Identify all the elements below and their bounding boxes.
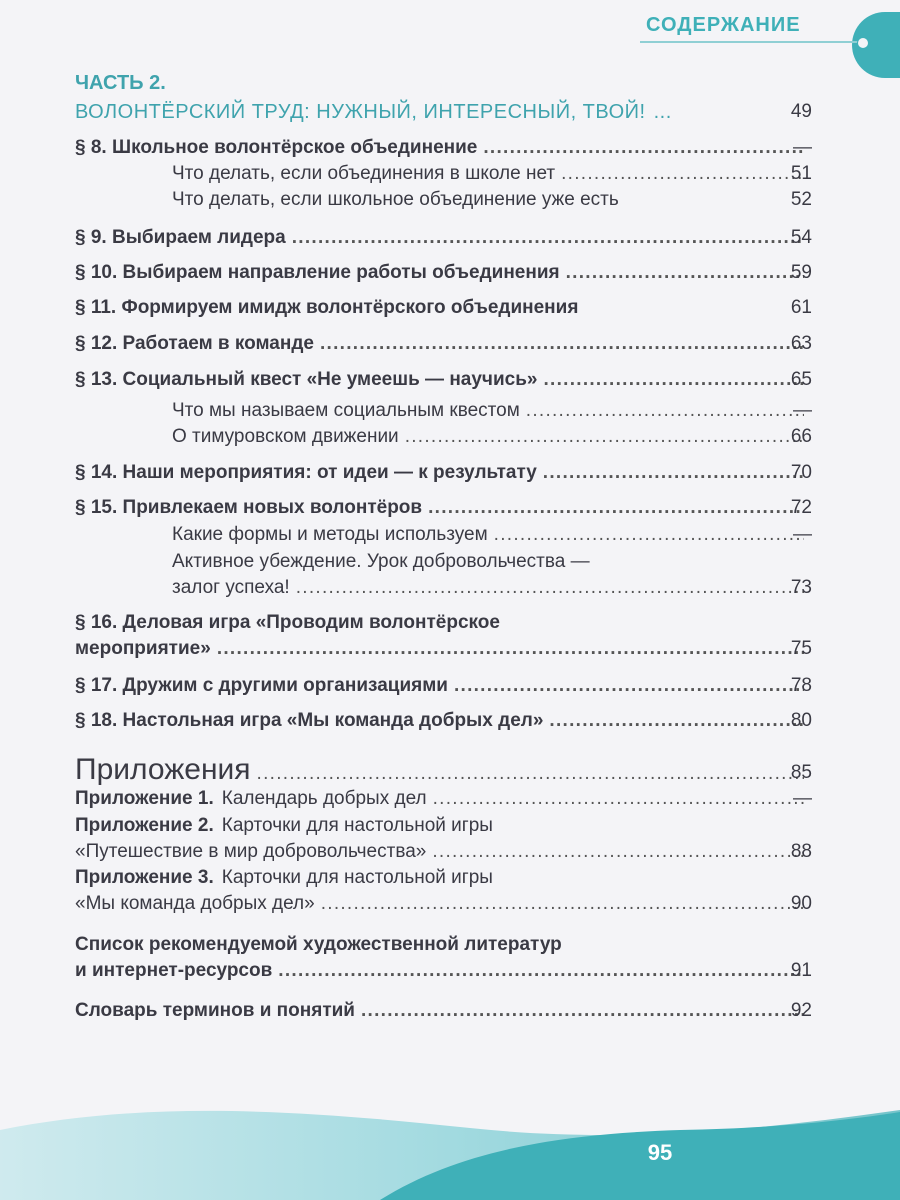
toc-entry-title: § 11. Формируем имидж волонтёрского объединения — [75, 297, 579, 318]
appendix-text: Карточки для настольной игры — [221, 815, 493, 836]
toc-entry-s8[interactable] — [75, 135, 810, 161]
toc-appendix-2[interactable] — [75, 813, 810, 839]
toc-entry-s13[interactable] — [75, 367, 810, 393]
toc-entry-title: § 18. Настольная игра «Мы команда добрых дел» — [75, 710, 544, 731]
page-number: 95 — [647, 1140, 673, 1165]
toc-entry-page: 66 — [790, 426, 812, 447]
toc-entry-title: О тимуровском движении — [172, 426, 399, 447]
toc-entry-title: Что делать, если школьное объединение уже есть — [172, 189, 619, 210]
glossary-title: Словарь терминов и понятий — [75, 1000, 355, 1021]
toc-glossary[interactable] — [75, 998, 810, 1024]
toc-entry-page: 59 — [790, 262, 812, 283]
toc-entry-page: 70 — [790, 462, 812, 483]
toc-appendix-1[interactable] — [75, 786, 810, 812]
leader-dots — [361, 998, 804, 1024]
appendix-item-page: 90 — [790, 893, 812, 914]
toc-entry-s17[interactable] — [75, 673, 810, 699]
literature-page: 91 — [790, 960, 812, 981]
toc-entry-title: Что делать, если объединения в школе нет — [172, 163, 556, 184]
toc-entry-s15[interactable] — [75, 495, 810, 521]
toc-entry-title: § 8. Школьное волонтёрское объединение — [75, 137, 478, 158]
toc-entry-title: Что мы называем социальным квестом — [172, 400, 520, 421]
toc-entry-page: — — [793, 137, 812, 158]
toc-entry-title: § 15. Привлекаем новых волонтёров — [75, 497, 423, 518]
leader-dots — [566, 260, 804, 286]
leader-dots — [543, 460, 804, 486]
toc-entry-page: 75 — [790, 638, 812, 659]
toc-entry-s15a[interactable] — [172, 522, 810, 548]
leader-dots — [428, 495, 804, 521]
leader-dots — [432, 839, 804, 865]
header-dot-icon — [857, 37, 869, 49]
appendix-text2: «Мы команда добрых дел» — [75, 893, 315, 914]
appendix-text: Карточки для настольной игры — [221, 867, 493, 888]
toc-entry-title: Какие формы и методы используем — [172, 524, 488, 545]
leader-dots — [278, 958, 804, 984]
appendix-item-page: — — [793, 788, 812, 809]
literature-title-2: и интернет-ресурсов — [75, 960, 273, 981]
toc-entry-page: — — [793, 524, 812, 545]
toc-entry-page: 52 — [790, 189, 812, 210]
toc-entry-s15b-line1[interactable] — [172, 549, 810, 575]
toc-entry-page: 61 — [790, 297, 812, 318]
leader-dots — [549, 708, 804, 734]
leader-dots — [405, 424, 804, 450]
toc-literature-line2[interactable] — [75, 958, 810, 984]
toc-entry-page: — — [793, 400, 812, 421]
toc-entry-page: 65 — [790, 369, 812, 390]
glossary-page: 92 — [790, 1000, 812, 1021]
literature-title: Список рекомендуемой художественной литератур — [75, 934, 562, 955]
leader-dots — [296, 575, 804, 601]
section-header-title: СОДЕРЖАНИЕ — [646, 14, 801, 36]
part-title: ВОЛОНТЁРСКИЙ ТРУД: НУЖНЫЙ, ИНТЕРЕСНЫЙ, ТВОЙ! — [75, 101, 646, 123]
toc-appendix-3[interactable] — [75, 865, 810, 891]
toc-entry-page: 80 — [790, 710, 812, 731]
appendix-title: Приложения — [75, 753, 251, 786]
leader-dots — [433, 786, 804, 812]
appendix-text2: «Путешествие в мир добровольчества» — [75, 841, 427, 862]
toc-entry-title: § 10. Выбираем направление работы объединения — [75, 262, 560, 283]
leader-dots — [543, 367, 804, 393]
toc-entry-s14[interactable] — [75, 460, 810, 486]
part-label: ЧАСТЬ 2. — [75, 72, 166, 94]
toc-part-title-row[interactable] — [75, 99, 810, 125]
appendix-text: Календарь добрых дел — [221, 788, 427, 809]
toc-entry-page: 72 — [790, 497, 812, 518]
toc-appendix-2-line2[interactable] — [75, 839, 810, 865]
leader-dots — [561, 161, 804, 187]
toc-entry-title: мероприятие» — [75, 638, 211, 659]
toc-entry-s10[interactable] — [75, 260, 810, 286]
toc-entry-s11[interactable] — [75, 295, 810, 321]
part-title-suffix: ... — [653, 101, 672, 123]
toc-entry-page: 54 — [790, 227, 812, 248]
toc-entry-page: 51 — [790, 163, 812, 184]
leader-dots — [526, 398, 804, 424]
toc-entry-title: Активное убеждение. Урок добровольчества — — [172, 551, 590, 572]
appendix-page: 85 — [790, 762, 812, 783]
toc-entry-page: 78 — [790, 675, 812, 696]
leader-dots — [454, 673, 804, 699]
header-rule — [640, 41, 862, 43]
toc-literature-line1[interactable] — [75, 932, 810, 958]
toc-entry-s12[interactable] — [75, 331, 810, 357]
appendix-label: Приложение 1. — [75, 788, 214, 809]
toc-entry-title: залог успеха! — [172, 577, 290, 598]
toc-entry-s15b-line2[interactable] — [172, 575, 810, 601]
leader-dots — [217, 636, 804, 662]
toc-entry-s9[interactable] — [75, 225, 810, 251]
toc-entry-s16-line2[interactable] — [75, 636, 810, 662]
toc-entry-s13b[interactable] — [172, 424, 810, 450]
toc-entry-s16-line1[interactable] — [75, 610, 810, 636]
toc-entry-s13a[interactable] — [172, 398, 810, 424]
toc-entry-title: § 16. Деловая игра «Проводим волонтёрское — [75, 612, 500, 633]
toc-entry-title: § 12. Работаем в команде — [75, 333, 314, 354]
toc-entry-title: § 13. Социальный квест «Не умеешь — научись» — [75, 369, 538, 390]
toc-appendix-3-line2[interactable] — [75, 891, 810, 917]
leader-dots — [494, 522, 804, 548]
toc-entry-page: 73 — [790, 577, 812, 598]
bottom-wave-decoration — [0, 1090, 900, 1200]
toc-entry-page: 63 — [790, 333, 812, 354]
toc-entry-s8b[interactable] — [172, 187, 810, 213]
leader-dots — [292, 225, 804, 251]
appendix-label: Приложение 3. — [75, 867, 214, 888]
leader-dots — [320, 331, 804, 357]
toc-entry-title: § 17. Дружим с другими организациями — [75, 675, 448, 696]
toc-entry-title: § 14. Наши мероприятия: от идеи — к результату — [75, 462, 537, 483]
toc-entry-s18[interactable] — [75, 708, 810, 734]
part-page: 49 — [790, 101, 812, 122]
leader-dots — [321, 891, 804, 917]
leader-dots — [483, 135, 804, 161]
appendix-label: Приложение 2. — [75, 815, 214, 836]
toc-entry-title: § 9. Выбираем лидера — [75, 227, 286, 248]
toc-entry-s8a[interactable] — [172, 161, 810, 187]
appendix-item-page: 88 — [790, 841, 812, 862]
